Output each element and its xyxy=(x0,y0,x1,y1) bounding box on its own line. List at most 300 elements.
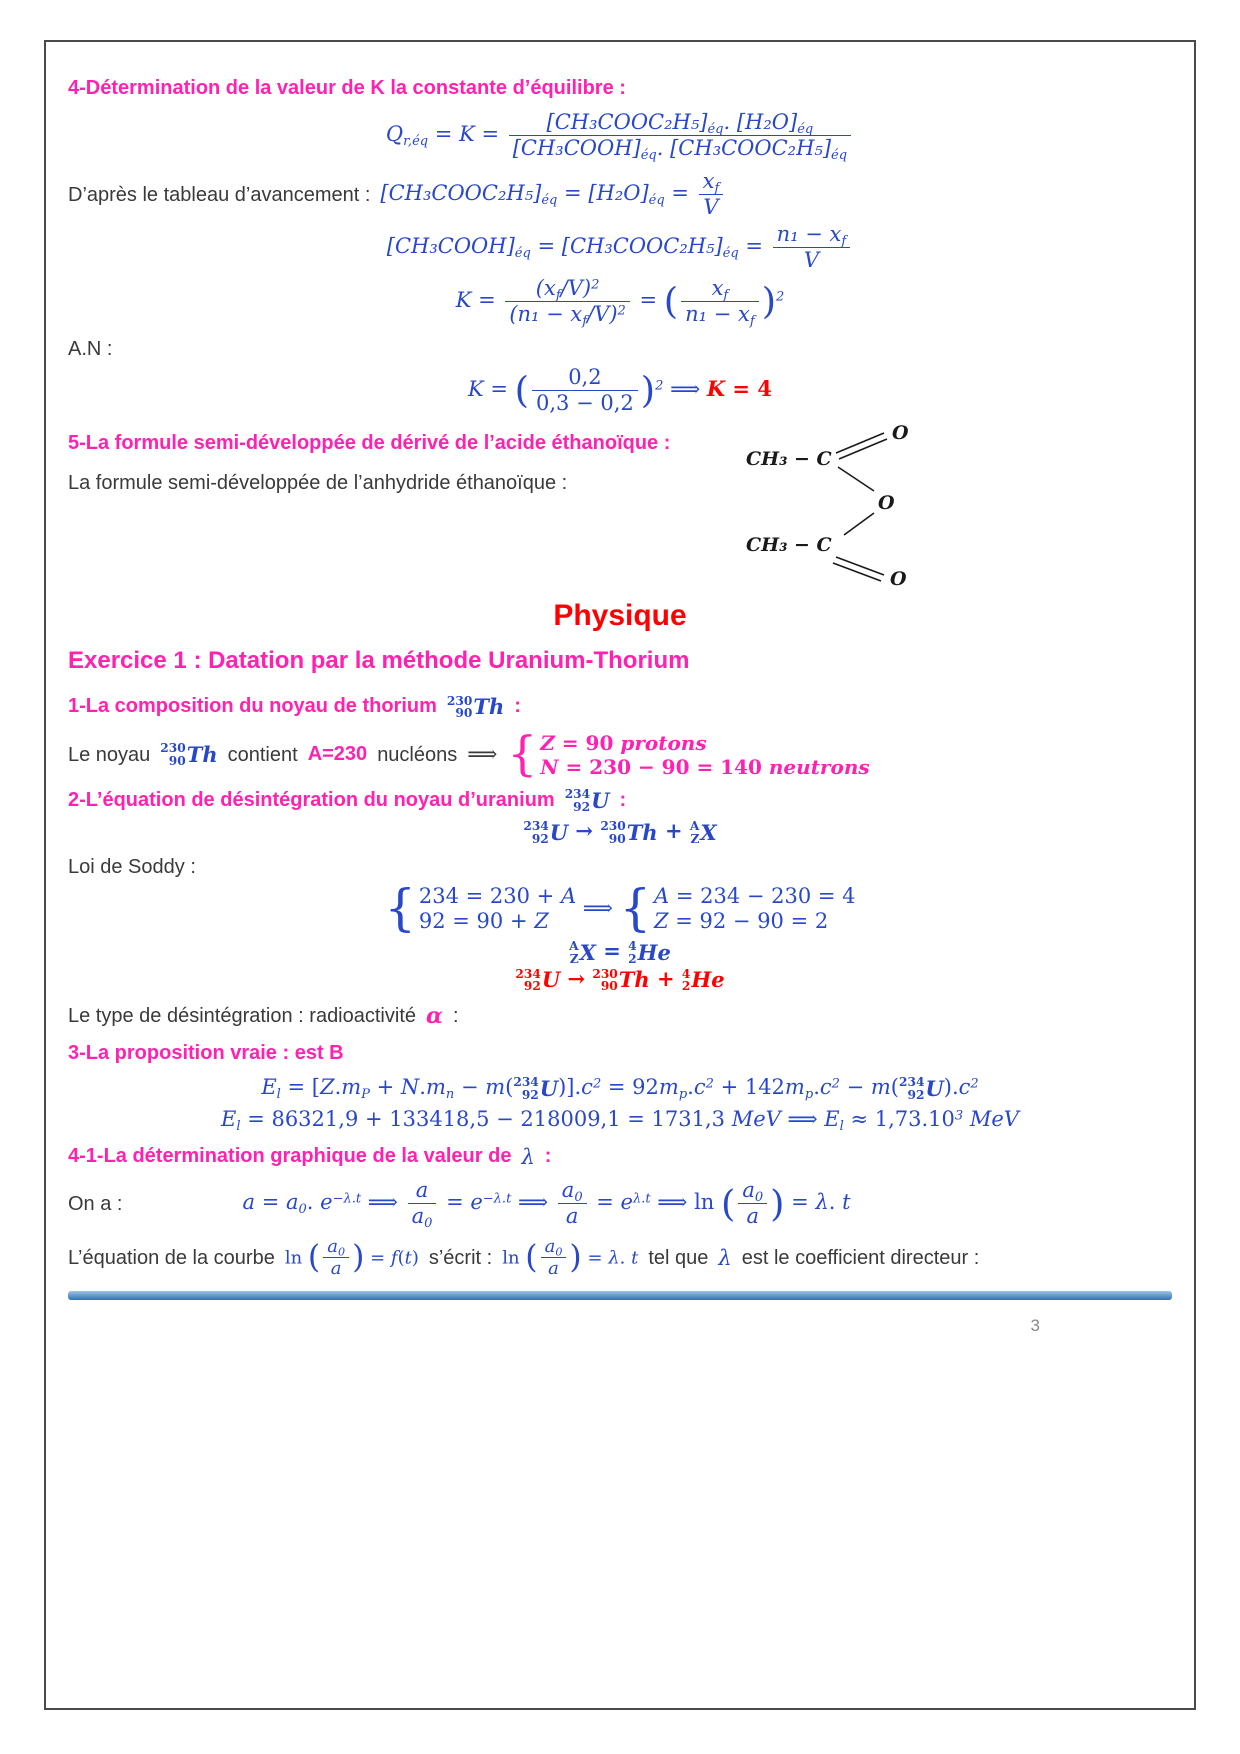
math-token: K xyxy=(459,122,475,147)
math-token: = xyxy=(474,122,506,147)
math-token xyxy=(419,884,576,934)
math-token: 2 xyxy=(705,1076,714,1092)
math-token: e xyxy=(470,1190,483,1215)
math-token: éq xyxy=(707,121,724,137)
math-token: éq xyxy=(648,193,665,209)
math-token xyxy=(682,968,690,994)
math-token: 90 xyxy=(608,831,626,846)
formula-energie-liaison xyxy=(261,1075,979,1103)
math-token: A xyxy=(560,883,577,908)
math-token: = 90 xyxy=(554,730,621,755)
on-a-line xyxy=(68,1178,1172,1232)
math-token: f xyxy=(841,234,847,250)
math-token: = xyxy=(595,938,629,964)
math-token: protons xyxy=(620,730,707,755)
math-token: x xyxy=(711,275,724,300)
math-token: . [CH₃COOC₂H₅] xyxy=(656,136,832,161)
math-token: ) xyxy=(352,1238,365,1275)
math-token xyxy=(513,1076,558,1102)
math-token: a xyxy=(548,1258,559,1280)
formula-courbe-lambda xyxy=(502,1237,638,1280)
math-token: p xyxy=(804,1087,814,1103)
math-token: t xyxy=(631,1246,639,1268)
formula-qr-equilibre xyxy=(385,110,854,163)
math-token: = xyxy=(784,1190,816,1215)
math-token: /V) xyxy=(560,275,592,300)
math-token: MeV xyxy=(731,1107,781,1132)
math-token: = 234 − 230 = 4 xyxy=(669,883,856,908)
math-token: 0 xyxy=(555,1244,563,1258)
math-token xyxy=(447,695,472,721)
math-token xyxy=(540,731,869,755)
formula-constante-k xyxy=(455,275,785,329)
heading-q41 xyxy=(68,1144,1172,1169)
formula-an-block xyxy=(68,366,1172,415)
math-token: λ xyxy=(608,1246,620,1268)
formula-el1-block xyxy=(68,1074,1172,1102)
math-token xyxy=(558,1179,587,1204)
implies-arrow: ⟹ xyxy=(467,742,498,767)
math-token xyxy=(447,694,504,720)
math-token: a xyxy=(330,1258,342,1280)
math-token: 3 xyxy=(954,1108,964,1124)
math-token xyxy=(565,788,590,814)
protons-neutrons-cases xyxy=(507,726,870,782)
formula-desintegration-finale-block xyxy=(68,966,1172,994)
formula-soddy-block xyxy=(68,879,1172,938)
math-token: K xyxy=(468,376,484,401)
math-token: a xyxy=(746,1204,760,1229)
math-token: Th xyxy=(626,819,658,845)
math-token: A xyxy=(569,938,579,953)
math-token: Q xyxy=(385,122,404,147)
anhydride-structure-diagram xyxy=(744,417,944,587)
math-token: [CH₃COOH] xyxy=(512,136,641,161)
math-token xyxy=(681,275,759,329)
math-token: ) xyxy=(770,1182,785,1226)
math-token: 92 xyxy=(907,1087,925,1102)
math-token: 0,3 − 0,2 xyxy=(536,390,634,415)
math-token: Th xyxy=(186,742,218,768)
math-token: c xyxy=(581,1075,593,1100)
math-token: ( xyxy=(525,1238,538,1275)
math-token: [CH₃COOH] xyxy=(386,234,515,259)
formula-application-numerique xyxy=(468,364,772,415)
math-token: ( xyxy=(514,368,530,412)
math-token: 230 xyxy=(446,693,473,708)
math-token: 234 xyxy=(523,818,549,833)
math-token: → xyxy=(560,965,593,991)
oxygen-top-label: O xyxy=(892,421,909,444)
type-post-text: : xyxy=(452,1005,459,1028)
math-token: c xyxy=(693,1075,706,1100)
math-token xyxy=(707,376,772,401)
math-token xyxy=(628,940,671,966)
math-token: 92 xyxy=(523,979,541,994)
math-token: 0 xyxy=(754,1190,764,1206)
math-token: 2 xyxy=(591,277,600,293)
math-token: 2 xyxy=(831,1076,840,1092)
math-token: n xyxy=(445,1087,455,1103)
math-token: Z xyxy=(569,951,579,966)
math-token: éq xyxy=(514,246,531,262)
formula-el2-block xyxy=(68,1106,1172,1132)
math-token: = 230 − 90 = 140 xyxy=(558,754,769,779)
math-token: ) xyxy=(411,1246,419,1268)
math-token: + xyxy=(649,965,682,991)
oxygen-bottom-label: O xyxy=(890,567,907,587)
formula-tableau-avancement xyxy=(380,170,726,219)
math-token: m xyxy=(658,1075,679,1100)
math-token: ≈ 1,73.10 xyxy=(843,1107,955,1132)
math-token xyxy=(699,170,724,195)
tel-que-text: tel que xyxy=(648,1246,709,1269)
math-token: x xyxy=(702,169,715,194)
math-token xyxy=(507,726,870,782)
s-ecrit-text: s’écrit : xyxy=(428,1246,493,1269)
math-token: λ.t xyxy=(632,1191,651,1207)
math-token: p xyxy=(678,1087,688,1103)
math-token: = [ xyxy=(280,1075,320,1100)
math-token: ln xyxy=(502,1246,526,1268)
math-token xyxy=(773,223,851,272)
math-token: f xyxy=(749,313,755,329)
heading-q41-text: 4-1-La détermination graphique de la valeur de xyxy=(68,1145,512,1168)
math-token: 234 xyxy=(564,787,591,802)
math-token: E xyxy=(221,1107,237,1132)
math-token xyxy=(541,1237,567,1280)
math-token: → xyxy=(568,818,601,844)
math-token: a xyxy=(544,1235,556,1257)
math-token: a xyxy=(411,1204,425,1229)
math-token: ⟹ xyxy=(576,895,620,920)
math-token xyxy=(569,940,578,966)
math-token: . xyxy=(419,1075,426,1100)
math-token: Z xyxy=(319,1075,335,1100)
math-token xyxy=(628,940,636,966)
heading-section-5: 5-La formule semi-développée de dérivé de l’acide éthanoïque : xyxy=(68,431,671,454)
math-token: 2 xyxy=(970,1076,979,1092)
math-token xyxy=(600,820,625,846)
math-token: 2 xyxy=(776,289,785,305)
math-token: 230 xyxy=(600,818,626,833)
math-token: f xyxy=(582,313,588,329)
math-token xyxy=(681,301,759,329)
math-token xyxy=(690,820,699,846)
math-token: éq xyxy=(831,147,848,163)
math-token xyxy=(323,1237,349,1280)
math-token: ) xyxy=(761,279,777,323)
math-token: l xyxy=(839,1118,844,1134)
math-token: V xyxy=(803,248,820,273)
math-token: He xyxy=(637,939,671,965)
math-token xyxy=(699,170,724,219)
math-token xyxy=(773,248,851,272)
application-numerique-label: A.N : xyxy=(68,337,113,360)
math-token xyxy=(690,820,717,846)
math-token: = xyxy=(471,287,503,312)
math-token: ⟹ xyxy=(361,1190,405,1215)
math-token: 230 xyxy=(160,741,186,756)
math-token xyxy=(505,301,629,329)
type-desintegration-line xyxy=(68,1003,1172,1029)
math-token xyxy=(408,1179,437,1204)
math-token: 234 xyxy=(515,966,541,981)
math-token xyxy=(509,136,851,163)
math-token: 92 xyxy=(521,1087,539,1102)
equation-courbe-line xyxy=(68,1237,1172,1280)
math-token: = xyxy=(632,287,664,312)
formula-energie-valeur xyxy=(221,1107,1019,1134)
math-token: ( xyxy=(890,1075,899,1100)
math-token: 2 xyxy=(592,1076,602,1092)
math-token: 2 xyxy=(628,951,637,966)
math-token xyxy=(540,731,869,779)
heading-q1-colon: : xyxy=(514,695,521,718)
math-token: ⟹ xyxy=(663,376,707,401)
math-token xyxy=(773,223,851,248)
math-token: 90 xyxy=(455,706,473,721)
math-token xyxy=(505,275,629,329)
math-token: = xyxy=(557,181,589,206)
math-token: [CH₃COOC₂H₅] xyxy=(546,110,708,134)
section-5 xyxy=(68,421,1172,599)
math-token: ( xyxy=(397,1246,405,1268)
math-token: éq xyxy=(541,193,558,209)
math-token: N xyxy=(540,754,559,779)
math-token: 92 xyxy=(573,800,591,815)
thorium-nuclide-inline xyxy=(160,741,217,769)
math-token xyxy=(558,1179,587,1228)
noyau-mid-text: contient xyxy=(227,743,298,766)
math-token: = xyxy=(581,1246,609,1268)
math-token: neutrons xyxy=(768,754,870,779)
math-token xyxy=(654,884,856,909)
math-token: /V) xyxy=(587,301,618,326)
math-token xyxy=(682,967,725,993)
math-token: t xyxy=(404,1246,412,1268)
math-token: 90 xyxy=(168,754,186,769)
math-token xyxy=(963,1107,970,1131)
coefficient-text: est le coefficient directeur : xyxy=(741,1246,980,1269)
math-token: Z xyxy=(653,909,669,933)
math-token: = xyxy=(530,234,562,259)
math-token: . xyxy=(306,1190,321,1215)
lambda-symbol-heading: λ xyxy=(521,1144,535,1169)
math-token: = xyxy=(255,1190,286,1215)
math-token: K xyxy=(706,375,726,401)
math-token: m xyxy=(485,1075,506,1100)
math-token: . [H₂O] xyxy=(723,110,798,134)
math-token: 4 xyxy=(628,938,637,953)
a230-badge: A=230 xyxy=(307,743,368,766)
math-token: éq xyxy=(640,147,657,163)
single-bond-upper xyxy=(838,467,874,491)
math-token: (x xyxy=(535,275,556,300)
ch3-c-top-label: CH₃ − C xyxy=(746,447,832,470)
math-token: −λ.t xyxy=(332,1191,362,1207)
math-token: 2 xyxy=(655,378,664,394)
lambda-symbol-inline: λ xyxy=(718,1245,732,1270)
math-token: = xyxy=(428,122,460,147)
heading-q1-text: 1-La composition du noyau de thorium xyxy=(68,695,437,718)
math-token: f xyxy=(723,287,729,303)
math-token: f xyxy=(555,287,561,303)
math-token: ( xyxy=(307,1238,321,1275)
math-token: 0 xyxy=(337,1244,346,1258)
math-token: P xyxy=(361,1087,370,1103)
formula-soddy-systeme xyxy=(384,879,856,938)
math-token xyxy=(738,1204,767,1228)
math-token: a xyxy=(565,1204,579,1229)
math-token: éq xyxy=(797,121,814,137)
math-token xyxy=(160,742,217,768)
formula-desintegration-finale xyxy=(515,965,725,994)
math-token: n₁ − x xyxy=(776,222,842,247)
formula-concentration-acide xyxy=(386,222,853,273)
formula-courbe-ft xyxy=(285,1237,419,1280)
math-token: . xyxy=(813,1075,820,1100)
math-token: ⟹ xyxy=(511,1190,555,1215)
math-token: . xyxy=(687,1075,694,1100)
math-token xyxy=(541,1258,567,1279)
math-token: ⟹ xyxy=(650,1190,695,1215)
courbe-pre-text: L’équation de la courbe xyxy=(68,1246,275,1269)
formula-particule-x xyxy=(569,938,671,966)
heading-q41-colon: : xyxy=(544,1145,552,1168)
math-token xyxy=(384,879,577,938)
formula-qr-block xyxy=(68,110,1172,163)
type-pre-text: Le type de désintégration : radioactivité xyxy=(68,1005,416,1028)
math-token: A xyxy=(689,818,700,833)
math-token: a xyxy=(242,1190,256,1215)
math-token xyxy=(513,1076,538,1102)
formula-desintegration-block xyxy=(68,818,1172,846)
math-token: m xyxy=(341,1075,362,1100)
math-token: e xyxy=(320,1190,333,1215)
physique-title: Physique xyxy=(553,598,687,632)
formula-acide-block xyxy=(68,223,1172,272)
math-token: X xyxy=(700,819,717,845)
math-token: 0 xyxy=(298,1202,307,1218)
math-token: a xyxy=(561,1178,575,1203)
math-token: Th xyxy=(473,694,505,720)
math-token xyxy=(515,968,540,994)
math-token: + 142 xyxy=(713,1075,785,1100)
math-token xyxy=(509,111,851,136)
math-token: + xyxy=(369,1075,401,1100)
math-token: . xyxy=(619,1246,632,1268)
math-token xyxy=(654,909,856,934)
math-token xyxy=(523,820,548,846)
formula-desintegration-generale xyxy=(523,818,717,846)
math-token: a xyxy=(285,1190,299,1215)
math-token: . xyxy=(828,1190,843,1215)
thorium-nuclide xyxy=(447,693,504,721)
math-token: 4 xyxy=(681,966,691,981)
ch3-c-bottom-label: CH₃ − C xyxy=(746,533,832,556)
math-token xyxy=(899,1076,924,1102)
math-token: ln xyxy=(694,1190,721,1215)
math-token: ( xyxy=(663,279,679,323)
math-token xyxy=(323,1237,349,1259)
heading-q2 xyxy=(68,787,1172,815)
on-a-label: On a : xyxy=(68,1192,123,1215)
math-token: − xyxy=(839,1075,871,1100)
math-token: X xyxy=(579,939,596,965)
formula-x-block xyxy=(68,938,1172,966)
math-token: = xyxy=(364,1246,391,1268)
math-token xyxy=(565,788,610,814)
page-border-frame xyxy=(44,40,1196,1710)
math-token: 230 xyxy=(592,966,618,981)
math-token: 90 xyxy=(600,979,618,994)
math-token xyxy=(532,366,638,415)
math-token xyxy=(699,195,724,219)
math-token: U xyxy=(539,1075,559,1101)
math-token xyxy=(558,1204,587,1228)
math-token xyxy=(532,366,638,391)
math-token: N xyxy=(400,1075,420,1100)
oxygen-middle-label: O xyxy=(878,491,895,514)
math-token: . xyxy=(334,1075,342,1100)
math-token xyxy=(540,755,869,779)
math-token xyxy=(738,1179,767,1228)
anhydride-sentence: La formule semi-développée de l’anhydride éthanoïque : xyxy=(68,471,568,494)
math-token: éq xyxy=(722,246,739,262)
soddy-label: Loi de Soddy : xyxy=(68,855,196,878)
math-token xyxy=(160,742,185,768)
math-token: [CH₃COOC₂H₅] xyxy=(561,234,723,259)
math-token: ( xyxy=(721,1182,736,1226)
math-token: Z xyxy=(690,831,700,846)
math-token: n₁ − x xyxy=(685,301,750,326)
math-token: c xyxy=(958,1075,971,1100)
math-token: − xyxy=(454,1075,486,1100)
math-token: 92 = 90 + xyxy=(418,909,535,933)
math-token: ) xyxy=(640,368,656,412)
math-token: K xyxy=(455,287,472,312)
math-token: ) xyxy=(569,1238,582,1275)
page-number: 3 xyxy=(1030,1316,1040,1336)
math-token xyxy=(523,820,568,846)
math-token: Th xyxy=(618,967,650,993)
math-token: Z xyxy=(540,730,555,755)
math-token xyxy=(592,968,617,994)
formula-k-block xyxy=(68,275,1172,329)
math-token: ln xyxy=(284,1246,308,1268)
math-token: = xyxy=(738,234,770,259)
noyau-composition-line xyxy=(68,726,1172,782)
math-token: 234 xyxy=(899,1075,925,1090)
tableau-avancement-label: D’après le tableau d’avancement : xyxy=(68,183,371,206)
math-token: He xyxy=(691,967,725,993)
uranium-nuclide xyxy=(565,787,610,815)
math-token: e xyxy=(620,1190,633,1215)
math-token: MeV xyxy=(969,1107,1019,1132)
math-token: = xyxy=(664,181,696,206)
math-token: = 92 xyxy=(601,1075,659,1100)
math-token: ( xyxy=(505,1075,514,1100)
math-token: r,éq xyxy=(403,133,429,149)
math-token: A xyxy=(653,883,670,908)
math-token: a xyxy=(327,1235,338,1257)
math-token: c xyxy=(819,1075,832,1100)
math-token: λ xyxy=(815,1190,829,1215)
math-token: f xyxy=(714,181,720,197)
math-token xyxy=(600,820,657,846)
math-token: = 92 − 90 = 2 xyxy=(668,909,829,933)
